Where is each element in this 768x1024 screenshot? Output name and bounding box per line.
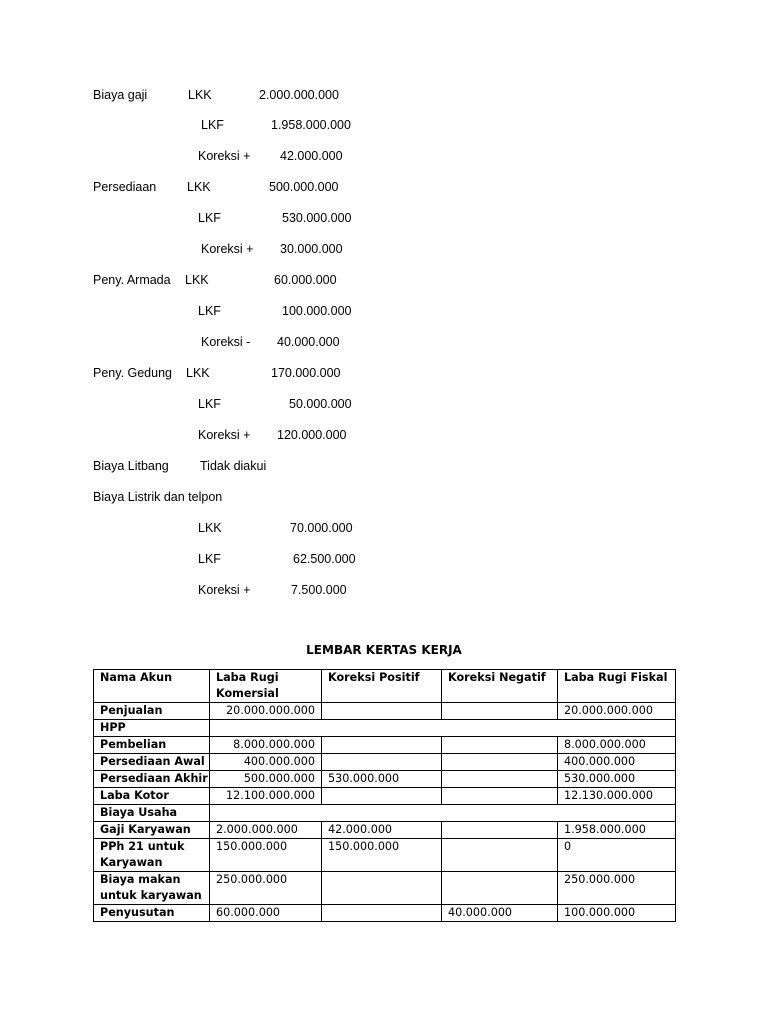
koreksi-positif-value [322, 788, 442, 805]
note-armada-koreksi-label: Koreksi - [201, 335, 251, 349]
koreksi-negatif-value [442, 703, 558, 720]
koreksi-positif-value [322, 872, 442, 905]
empty-cell [210, 720, 676, 737]
note-gaji-lkf-value: 1.958.000.000 [271, 118, 351, 132]
note-armada-label: Peny. Armada [93, 273, 171, 287]
note-persediaan-label: Persediaan [93, 180, 157, 194]
fiskal-value: 0 [558, 839, 676, 872]
account-name: Penyusutan [94, 905, 210, 922]
koreksi-positif-value: 150.000.000 [322, 839, 442, 872]
table-row [94, 839, 676, 872]
note-gaji-lkf-label: LKF [201, 118, 224, 132]
fiskal-value: 100.000.000 [558, 905, 676, 922]
note-persediaan-koreksi-label: Koreksi + [201, 242, 254, 256]
note-gedung-lkf-value: 50.000.000 [289, 397, 352, 411]
account-name: Gaji Karyawan [94, 822, 210, 839]
fiskal-value: 530.000.000 [558, 771, 676, 788]
note-gedung-koreksi-label: Koreksi + [198, 428, 251, 442]
komersial-value: 8.000.000.000 [210, 737, 322, 754]
koreksi-positif-value: 42.000.000 [322, 822, 442, 839]
header-koreksi-positif: Koreksi Positif [322, 670, 442, 703]
table-row [94, 905, 676, 922]
table-row [94, 822, 676, 839]
koreksi-positif-value [322, 905, 442, 922]
table-row [94, 872, 676, 905]
komersial-value: 2.000.000.000 [210, 822, 322, 839]
koreksi-positif-value [322, 737, 442, 754]
table-header-row [94, 670, 676, 703]
komersial-value: 250.000.000 [210, 872, 322, 905]
account-name: Biaya Usaha [94, 805, 210, 822]
komersial-value: 12.100.000.000 [210, 788, 322, 805]
account-name: Pembelian [94, 737, 210, 754]
account-name: Laba Kotor [94, 788, 210, 805]
koreksi-negatif-value [442, 839, 558, 872]
table-row [94, 703, 676, 720]
header-laba-rugi-komersial: Laba Rugi Komersial [210, 670, 322, 703]
note-persediaan-lkf-label: LKF [198, 211, 221, 225]
header-koreksi-negatif: Koreksi Negatif [442, 670, 558, 703]
account-name: HPP [94, 720, 210, 737]
account-name: Persediaan Akhir [94, 771, 210, 788]
empty-cell [210, 805, 676, 822]
fiskal-value: 12.130.000.000 [558, 788, 676, 805]
note-listrik-lkf-label: LKF [198, 552, 221, 566]
note-gaji-lkk-value: 2.000.000.000 [259, 88, 339, 102]
table-row [94, 720, 676, 737]
account-name: PPh 21 untuk Karyawan [94, 839, 210, 872]
note-armada-lkk-value: 60.000.000 [274, 273, 337, 287]
koreksi-negatif-value [442, 754, 558, 771]
account-name: Penjualan [94, 703, 210, 720]
account-name: Persediaan Awal [94, 754, 210, 771]
note-gedung-lkk-value: 170.000.000 [271, 366, 341, 380]
note-listrik-koreksi-label: Koreksi + [198, 583, 251, 597]
fiskal-value: 8.000.000.000 [558, 737, 676, 754]
koreksi-negatif-value [442, 788, 558, 805]
koreksi-negatif-value [442, 822, 558, 839]
note-armada-lkf-label: LKF [198, 304, 221, 318]
note-gedung-label: Peny. Gedung [93, 366, 172, 380]
table-row [94, 788, 676, 805]
note-gaji-label: Biaya gaji [93, 88, 148, 102]
note-gedung-koreksi-value: 120.000.000 [277, 428, 347, 442]
koreksi-positif-value: 530.000.000 [322, 771, 442, 788]
account-name: Biaya makan untuk karyawan [94, 872, 210, 905]
note-litbang-label: Biaya Litbang [93, 459, 169, 473]
worksheet-title: LEMBAR KERTAS KERJA [306, 643, 462, 657]
note-listrik-lkk-value: 70.000.000 [290, 521, 353, 535]
header-nama-akun: Nama Akun [94, 670, 210, 703]
komersial-value: 150.000.000 [210, 839, 322, 872]
note-armada-lkk-label: LKK [185, 273, 209, 287]
header-laba-rugi-fiskal: Laba Rugi Fiskal [558, 670, 676, 703]
table-row [94, 737, 676, 754]
note-armada-koreksi-value: 40.000.000 [277, 335, 340, 349]
koreksi-negatif-value [442, 872, 558, 905]
note-persediaan-lkf-value: 530.000.000 [282, 211, 352, 225]
koreksi-negatif-value [442, 771, 558, 788]
komersial-value: 400.000.000 [210, 754, 322, 771]
note-listrik-lkf-value: 62.500.000 [293, 552, 356, 566]
note-gaji-lkk-label: LKK [188, 88, 212, 102]
note-listrik-label: Biaya Listrik dan telpon [93, 490, 223, 504]
komersial-value: 20.000.000.000 [210, 703, 322, 720]
note-gedung-lkk-label: LKK [186, 366, 210, 380]
koreksi-negatif-value: 40.000.000 [442, 905, 558, 922]
komersial-value: 500.000.000 [210, 771, 322, 788]
note-litbang-value: Tidak diakui [200, 459, 267, 473]
note-persediaan-koreksi-value: 30.000.000 [280, 242, 343, 256]
koreksi-positif-value [322, 703, 442, 720]
note-listrik-koreksi-value: 7.500.000 [291, 583, 347, 597]
note-gaji-koreksi-label: Koreksi + [198, 149, 251, 163]
table-row [94, 805, 676, 822]
fiskal-value: 250.000.000 [558, 872, 676, 905]
note-gaji-koreksi-value: 42.000.000 [280, 149, 343, 163]
fiskal-value: 400.000.000 [558, 754, 676, 771]
table-row [94, 771, 676, 788]
koreksi-positif-value [322, 754, 442, 771]
table-row [94, 754, 676, 771]
fiskal-value: 1.958.000.000 [558, 822, 676, 839]
note-armada-lkf-value: 100.000.000 [282, 304, 352, 318]
note-listrik-lkk-label: LKK [198, 521, 222, 535]
note-gedung-lkf-label: LKF [198, 397, 221, 411]
note-persediaan-lkk-value: 500.000.000 [269, 180, 339, 194]
worksheet-table [93, 669, 676, 922]
komersial-value: 60.000.000 [210, 905, 322, 922]
koreksi-negatif-value [442, 737, 558, 754]
fiskal-value: 20.000.000.000 [558, 703, 676, 720]
note-persediaan-lkk-label: LKK [187, 180, 211, 194]
